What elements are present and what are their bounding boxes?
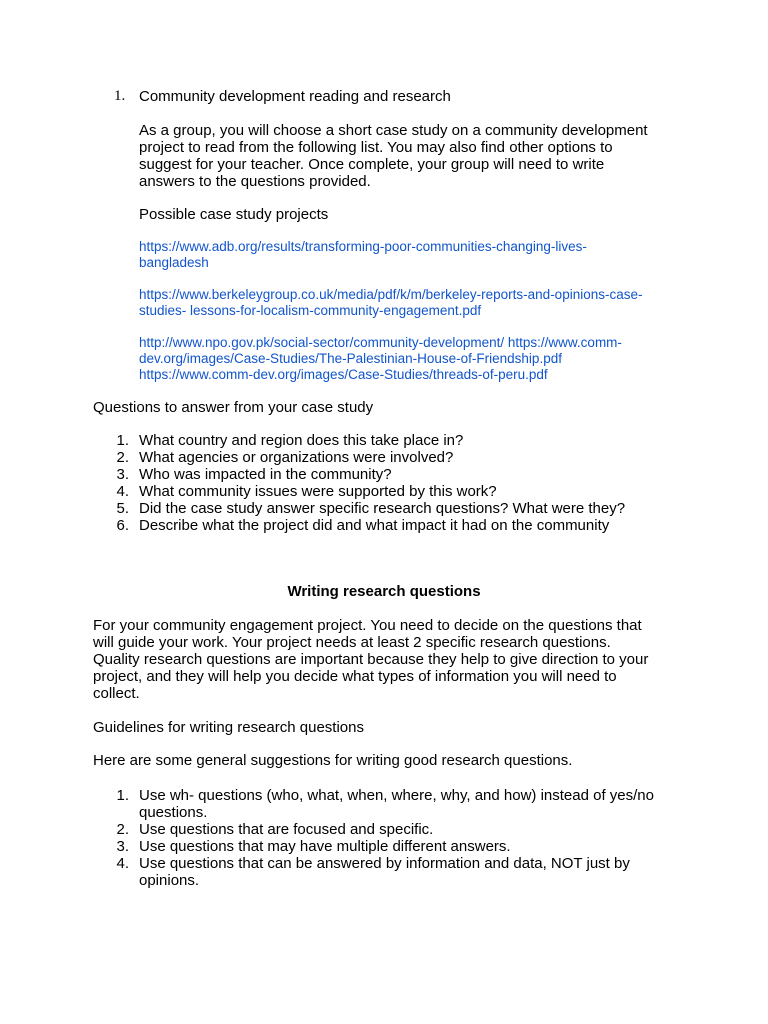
list-text — [139, 855, 630, 889]
list-item — [99, 517, 699, 534]
list-line: questions. — [139, 804, 208, 821]
list-number: 3. — [116, 466, 129, 483]
paragraph-line: project, and they will help you decide what types of information you will need to — [93, 668, 617, 685]
intro-paragraph — [139, 122, 648, 190]
link-line[interactable]: dev.org/images/Case-Studies/The-Palestinian-House-of-Friendship.pdf — [139, 351, 562, 366]
guidelines-heading: Guidelines for writing research questions — [93, 719, 364, 736]
link-line[interactable]: https://www.comm-dev.org/images/Case-Studies/threads-of-peru.pdf — [139, 367, 548, 382]
list-text: Describe what the project did and what impact it had on the community — [139, 517, 610, 534]
list-item — [99, 821, 719, 838]
intro-line: As a group, you will choose a short case study on a community development — [139, 122, 648, 139]
intro-line: suggest for your teacher. Once complete, your group will need to write — [139, 156, 605, 173]
section-1-number: 1. — [114, 88, 126, 104]
list-number: 4. — [116, 855, 129, 872]
list-text: Who was impacted in the community? — [139, 466, 392, 483]
intro-line: project to read from the following list. You may also find other options to — [139, 139, 613, 156]
list-number: 5. — [116, 500, 129, 517]
list-number: 6. — [116, 517, 129, 534]
list-line: Use questions that are focused and specific. — [139, 821, 434, 838]
list-item — [99, 838, 719, 855]
list-number: 2. — [116, 449, 129, 466]
list-number: 1. — [116, 787, 129, 804]
list-item — [99, 483, 699, 500]
list-item — [99, 449, 699, 466]
link-adb[interactable] — [139, 239, 587, 271]
list-line: Use questions that can be answered by information and data, NOT just by — [139, 855, 630, 872]
paragraph-line: Quality research questions are important because they help to give direction to your — [93, 651, 649, 668]
list-text — [139, 838, 511, 855]
section-title: Writing research questions — [287, 583, 481, 600]
projects-label: Possible case study projects — [139, 206, 329, 223]
list-item — [99, 466, 699, 483]
list-line: opinions. — [139, 872, 200, 889]
list-text: What country and region does this take place in? — [139, 432, 464, 449]
list-text: Did the case study answer specific research questions? What were they? — [139, 500, 626, 517]
list-text: What agencies or organizations were involved? — [139, 449, 454, 466]
paragraph-line: will guide your work. Your project needs at least 2 specific research questions. — [93, 634, 611, 651]
list-line: Use wh- questions (who, what, when, where, why, and how) instead of yes/no — [139, 787, 654, 804]
link-line[interactable]: bangladesh — [139, 255, 209, 270]
list-text — [139, 821, 433, 838]
list-text: What community issues were supported by this work? — [139, 483, 497, 500]
link-line[interactable]: https://www.adb.org/results/transforming-poor-communities-changing-lives- — [139, 239, 587, 254]
list-number: 4. — [116, 483, 129, 500]
list-number: 1. — [116, 432, 129, 449]
questions-intro: Questions to answer from your case study — [93, 399, 374, 416]
suggestions-list — [99, 787, 719, 889]
paragraph-line: collect. — [93, 685, 140, 702]
link-berkeley[interactable] — [139, 287, 642, 319]
list-number: 2. — [116, 821, 129, 838]
link-line[interactable]: https://www.berkeleygroup.co.uk/media/pdf/k/m/berkeley-reports-and-opinions-case- — [139, 287, 643, 302]
list-item — [99, 500, 699, 517]
paragraph-line: For your community engagement project. You need to decide on the questions that — [93, 617, 642, 634]
link-line[interactable]: studies- lessons-for-localism-community-engagement.pdf — [139, 303, 482, 318]
list-number: 3. — [116, 838, 129, 855]
list-line: Use questions that may have multiple different answers. — [139, 838, 511, 855]
intro-line: answers to the questions provided. — [139, 173, 371, 190]
list-text — [139, 787, 654, 821]
list-item — [99, 432, 699, 449]
writing-paragraph — [93, 617, 648, 702]
list-item — [99, 787, 719, 821]
suggestions-intro: Here are some general suggestions for writing good research questions. — [93, 752, 573, 769]
section-1-heading: Community development reading and research — [139, 88, 451, 105]
questions-list — [99, 432, 699, 534]
link-line[interactable]: http://www.npo.gov.pk/social-sector/community-development/ https://www.comm- — [139, 335, 622, 350]
link-group-npo-commdev[interactable] — [139, 335, 622, 383]
list-item — [99, 855, 719, 889]
